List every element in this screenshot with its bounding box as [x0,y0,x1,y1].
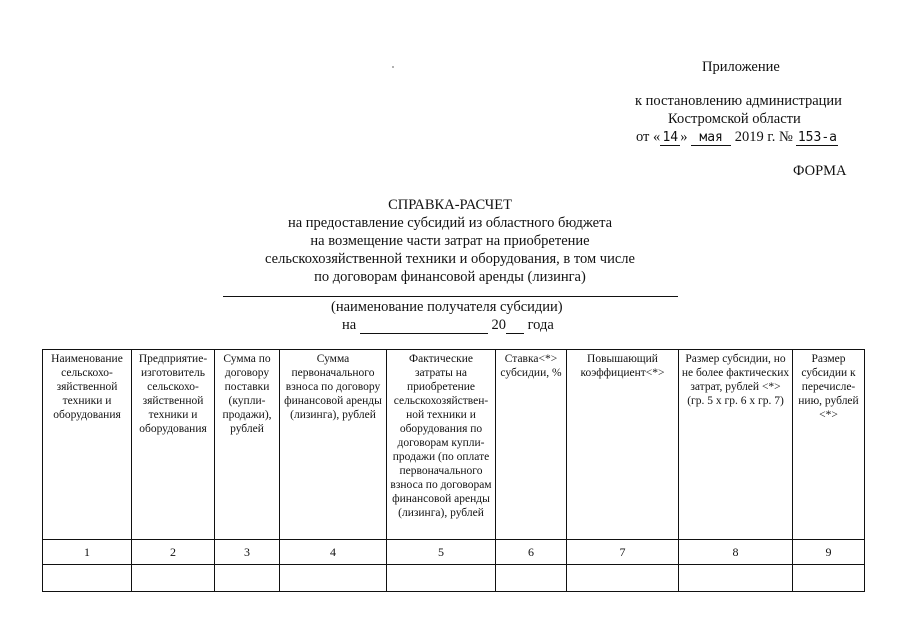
date-mid: » [680,129,688,145]
table-cell [567,565,679,592]
recipient-caption: (наименование получателя субсидии) [331,299,563,315]
title-line-4: по договорам финансовой аренды (лизинга) [314,269,586,285]
resolution-day: 14 [660,130,680,146]
table-header-row [43,350,865,540]
column-header: Сумма по договору поставки (купли-продажи), рублей [215,350,280,540]
table-cell [215,565,280,592]
column-number: 3 [215,540,280,565]
report-date-prefix: на [342,317,357,333]
resolution-number: 153-а [797,130,837,145]
report-year-suffix: года [527,317,554,333]
table-cell [280,565,387,592]
resolution-year: 2019 г. № [734,129,793,145]
column-number: 6 [496,540,567,565]
column-header: Наименование сельскохо-зяйственной техники и оборудования [43,350,132,540]
title-main: СПРАВКА-РАСЧЕТ [388,197,512,213]
report-date-line [342,316,554,334]
table-cell [387,565,496,592]
recipient-name-field [223,296,678,297]
column-header: Повышающий коэффициент<*> [567,350,679,540]
table-cell [43,565,132,592]
resolution-line: к постановлению администрации [635,93,842,109]
scan-speck [392,66,394,68]
table-cell [793,565,865,592]
region-line: Костромской области [668,111,801,127]
column-number: 8 [679,540,793,565]
column-number-row [43,540,865,565]
appendix-label: Приложение [702,59,780,75]
column-number: 2 [132,540,215,565]
document-title [180,196,720,286]
form-label: ФОРМА [793,163,847,179]
column-number: 1 [43,540,132,565]
table-cell [496,565,567,592]
column-number: 5 [387,540,496,565]
column-header: Ставка<*> субсидии, % [496,350,567,540]
column-header: Размер субсидии, но не более фактических затрат, рублей <*> (гр. 5 x гр. 6 x гр. 7) [679,350,793,540]
title-line-2: на возмещение части затрат на приобретение [310,233,590,249]
resolution-date-line [636,128,838,146]
date-prefix: от « [636,129,661,145]
table-data-row [43,565,865,592]
resolution-month: мая [691,130,731,146]
column-header: Предприятие-изготовитель сельскохо-зяйственной техники и оборудования [132,350,215,540]
calculation-table [42,349,865,592]
table-cell [132,565,215,592]
table-cell [679,565,793,592]
report-year-blank [506,318,524,334]
report-date-blank [360,318,488,334]
title-line-1: на предоставление субсидий из областного бюджета [287,215,613,231]
column-header: Размер субсидии к перечисле-нию, рублей <*> [793,350,865,540]
column-number: 7 [567,540,679,565]
column-header: Фактические затраты на приобретение сельскохозяйствен-ной техники и оборудования по договорам купли-продажи (по оплате первоначального взноса по договорам финансовой аренды (лизинга), рублей [387,350,496,540]
report-year-prefix: 20 [491,317,506,333]
title-line-3: сельскохозяйственной техники и оборудования, в том числе [265,251,635,267]
column-number: 9 [793,540,865,565]
column-number: 4 [280,540,387,565]
column-header: Сумма первоначального взноса по договору финансовой аренды (лизинга), рублей [280,350,387,540]
